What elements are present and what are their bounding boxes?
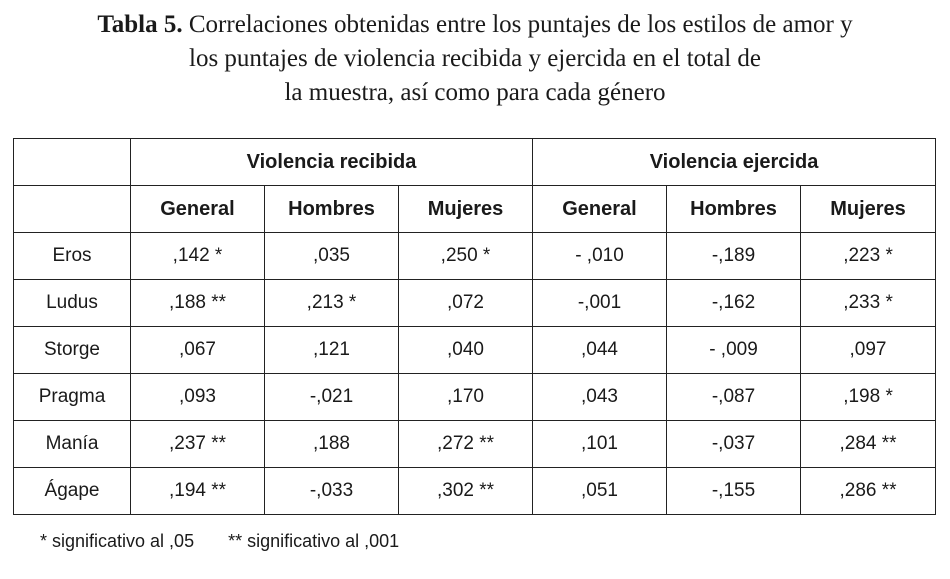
table-cell: -,001: [533, 280, 667, 327]
row-label: Manía: [14, 421, 131, 468]
table-cell: ,170: [399, 374, 533, 421]
group-header-received: Violencia recibida: [131, 139, 533, 186]
table-footnotes: [40, 531, 399, 552]
subheader-cell: Mujeres: [801, 186, 936, 233]
table-cell: ,101: [533, 421, 667, 468]
table-caption: [0, 8, 950, 110]
subheader-cell: General: [131, 186, 265, 233]
table-cell: ,067: [131, 327, 265, 374]
table-cell: ,188: [265, 421, 399, 468]
caption-text-1: Correlaciones obtenidas entre los puntajes de los estilos de amor y: [188, 11, 853, 38]
table-cell: -,021: [265, 374, 399, 421]
group-header-row: [14, 139, 936, 186]
table-cell: ,188 **: [131, 280, 265, 327]
table-cell: -,087: [667, 374, 801, 421]
table-row: [14, 421, 936, 468]
correlation-table: [13, 138, 936, 515]
corner-cell: [14, 139, 131, 186]
table-cell: ,142 *: [131, 233, 265, 280]
table-cell: ,302 **: [399, 468, 533, 515]
table-cell: ,233 *: [801, 280, 936, 327]
subheader-cell: Hombres: [265, 186, 399, 233]
table-cell: ,051: [533, 468, 667, 515]
table-cell: ,093: [131, 374, 265, 421]
caption-line-1: [0, 8, 950, 42]
table-cell: ,286 **: [801, 468, 936, 515]
row-label: Storge: [14, 327, 131, 374]
footnote-significance-001: ** significativo al ,001: [228, 531, 400, 551]
table-cell: ,097: [801, 327, 936, 374]
table-cell: ,250 *: [399, 233, 533, 280]
row-label: Ludus: [14, 280, 131, 327]
table-cell: ,223 *: [801, 233, 936, 280]
table-cell: ,043: [533, 374, 667, 421]
subheader-corner-cell: [14, 186, 131, 233]
row-label: Eros: [14, 233, 131, 280]
table-cell: ,040: [399, 327, 533, 374]
row-label: Pragma: [14, 374, 131, 421]
table-cell: -,162: [667, 280, 801, 327]
table-cell: ,237 **: [131, 421, 265, 468]
table-cell: - ,010: [533, 233, 667, 280]
footnote-significance-05: * significativo al ,05: [40, 531, 195, 551]
row-label: Ágape: [14, 468, 131, 515]
table-row: [14, 327, 936, 374]
table-cell: -,155: [667, 468, 801, 515]
subheader-cell: Mujeres: [399, 186, 533, 233]
table-cell: ,044: [533, 327, 667, 374]
subheader-cell: General: [533, 186, 667, 233]
table-cell: - ,009: [667, 327, 801, 374]
table-cell: ,198 *: [801, 374, 936, 421]
table-row: [14, 233, 936, 280]
table-cell: -,189: [667, 233, 801, 280]
table-cell: -,033: [265, 468, 399, 515]
table-row: [14, 468, 936, 515]
table-cell: ,121: [265, 327, 399, 374]
table-cell: ,194 **: [131, 468, 265, 515]
table-row: [14, 280, 936, 327]
table-row: [14, 374, 936, 421]
caption-label: Tabla 5.: [97, 11, 183, 38]
table-cell: ,284 **: [801, 421, 936, 468]
subheader-cell: Hombres: [667, 186, 801, 233]
subheader-row: [14, 186, 936, 233]
table-cell: ,213 *: [265, 280, 399, 327]
group-header-exercised: Violencia ejercida: [533, 139, 936, 186]
caption-line-3: la muestra, así como para cada género: [284, 79, 666, 106]
table-cell: ,035: [265, 233, 399, 280]
table-cell: -,037: [667, 421, 801, 468]
table-cell: ,272 **: [399, 421, 533, 468]
table-cell: ,072: [399, 280, 533, 327]
caption-line-2: los puntajes de violencia recibida y ejercida en el total de: [189, 45, 761, 72]
